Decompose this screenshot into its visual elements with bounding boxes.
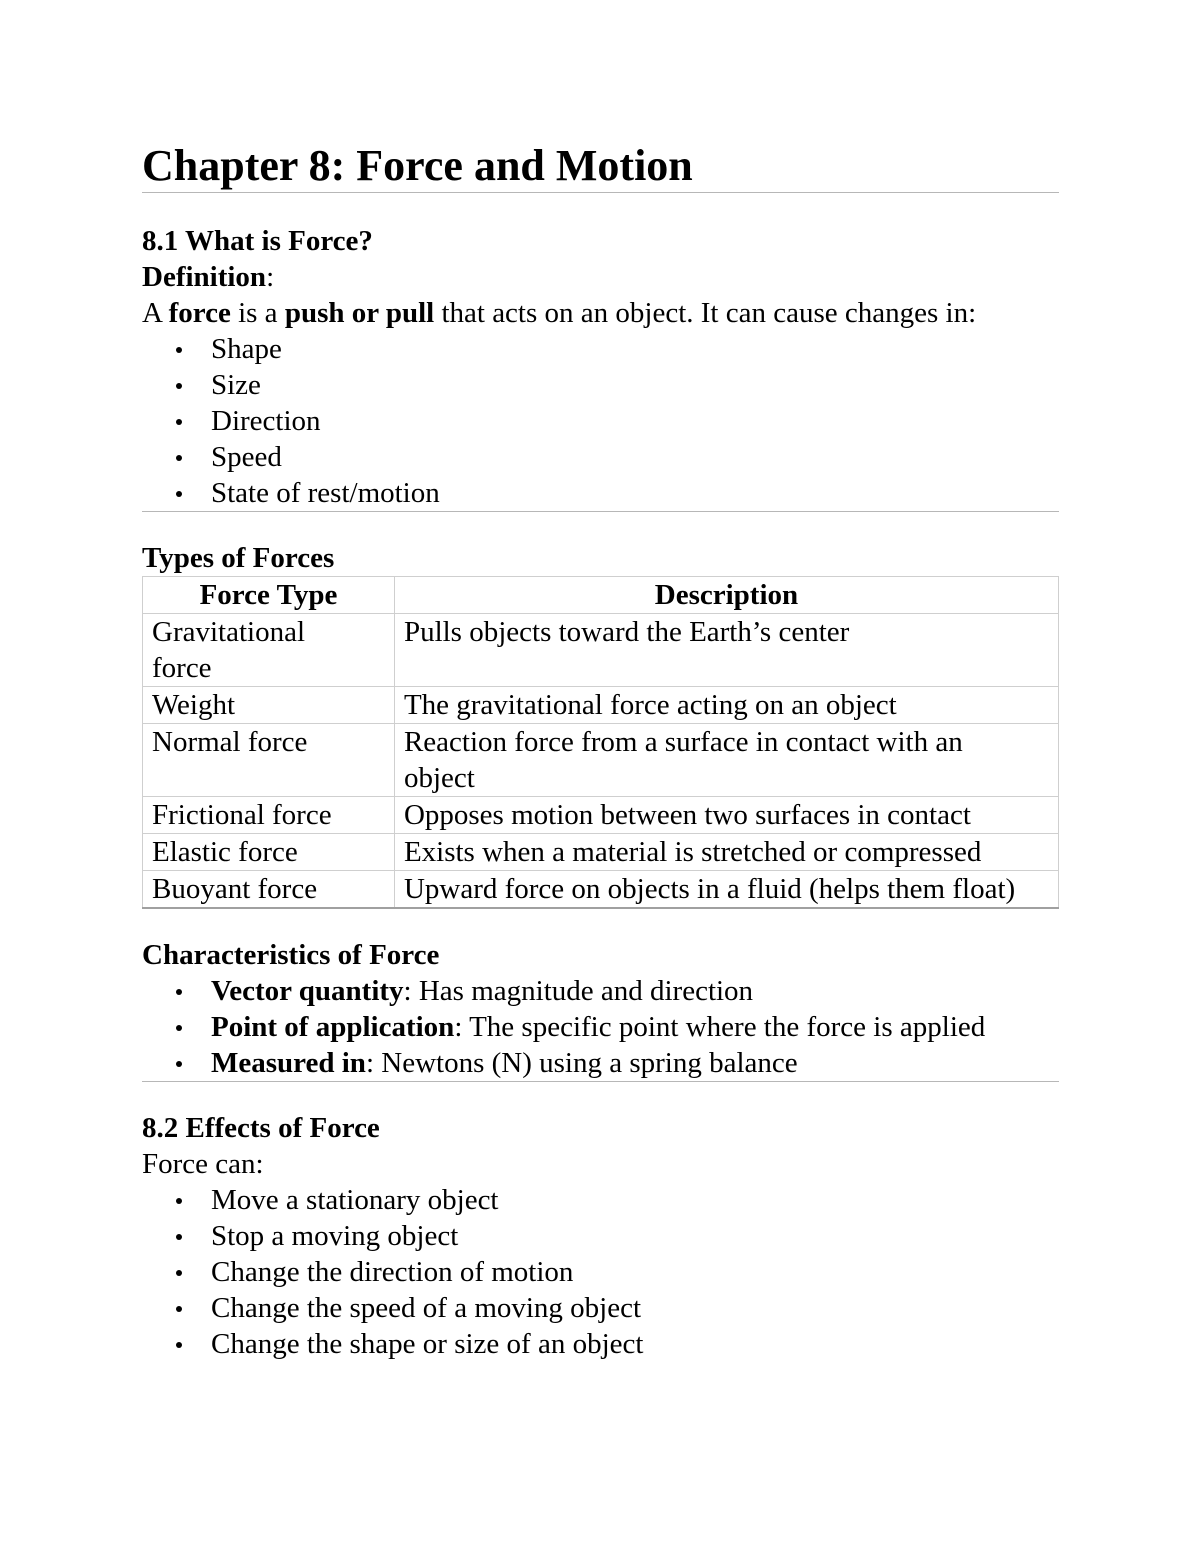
document-page [142, 140, 1059, 1362]
definition-label-line [142, 259, 1059, 295]
forces-table [142, 576, 1059, 909]
description-cell: Exists when a material is stretched or compressed [394, 834, 1058, 871]
characteristic-text: : Newtons (N) using a spring balance [365, 1047, 798, 1079]
list-item: Size [142, 367, 1059, 403]
characteristic-text: : The specific point where the force is applied [454, 1011, 986, 1043]
description-cell: Opposes motion between two surfaces in contact [394, 797, 1058, 834]
force-type-cell: Gravitational force [143, 614, 395, 687]
definition-colon: : [266, 261, 275, 293]
definition-part2: is a [230, 297, 285, 329]
list-item: Move a stationary object [142, 1182, 1059, 1218]
list-item [142, 1009, 1059, 1045]
description-cell: Upward force on objects in a fluid (helps them float) [394, 871, 1058, 909]
characteristic-text: : Has magnitude and direction [403, 975, 754, 1007]
list-item: Change the speed of a moving object [142, 1290, 1059, 1326]
list-item: Direction [142, 403, 1059, 439]
changes-list [142, 331, 1059, 511]
list-item [142, 1045, 1059, 1081]
effects-list [142, 1182, 1059, 1362]
table-row [143, 724, 1059, 797]
force-type-cell: Frictional force [143, 797, 395, 834]
column-header-description: Description [394, 577, 1058, 614]
description-cell: The gravitational force acting on an object [394, 687, 1058, 724]
characteristics-list [142, 973, 1059, 1081]
list-item [142, 973, 1059, 1009]
force-type-cell: Elastic force [143, 834, 395, 871]
list-item: Change the direction of motion [142, 1254, 1059, 1290]
description-cell: Reaction force from a surface in contact with an object [394, 724, 1058, 797]
section-heading-types-of-forces: Types of Forces [142, 542, 335, 574]
definition-label: Definition [142, 261, 267, 293]
table-row [143, 834, 1059, 871]
effects-intro: Force can: [142, 1148, 264, 1180]
table-row [143, 614, 1059, 687]
table-row [143, 871, 1059, 909]
table-row [143, 797, 1059, 834]
list-item: Stop a moving object [142, 1218, 1059, 1254]
characteristic-term: Measured in [211, 1047, 366, 1079]
table-row [143, 687, 1059, 724]
definition-part3: that acts on an object. It can cause changes in: [434, 297, 977, 329]
force-type-cell: Normal force [143, 724, 395, 797]
definition-part1: A [142, 297, 169, 329]
table-header-row [143, 577, 1059, 614]
description-cell: Pulls objects toward the Earth’s center [394, 614, 1058, 687]
chapter-title: Chapter 8: Force and Motion [142, 140, 1059, 193]
section-heading-effects-of-force: 8.2 Effects of Force [142, 1112, 380, 1144]
section-heading-what-is-force: 8.1 What is Force? [142, 225, 373, 257]
list-item: Change the shape or size of an object [142, 1326, 1059, 1362]
force-type-cell: Weight [143, 687, 395, 724]
definition-term-force: force [168, 297, 231, 329]
section-heading-characteristics: Characteristics of Force [142, 939, 440, 971]
definition-text [142, 295, 1059, 331]
column-header-force-type: Force Type [143, 577, 395, 614]
list-item: Speed [142, 439, 1059, 475]
list-item: Shape [142, 331, 1059, 367]
characteristic-term: Point of application [211, 1011, 455, 1043]
definition-term-push-pull: push or pull [284, 297, 435, 329]
force-type-cell: Buoyant force [143, 871, 395, 909]
characteristic-term: Vector quantity [211, 975, 404, 1007]
list-item: State of rest/motion [142, 475, 1059, 511]
